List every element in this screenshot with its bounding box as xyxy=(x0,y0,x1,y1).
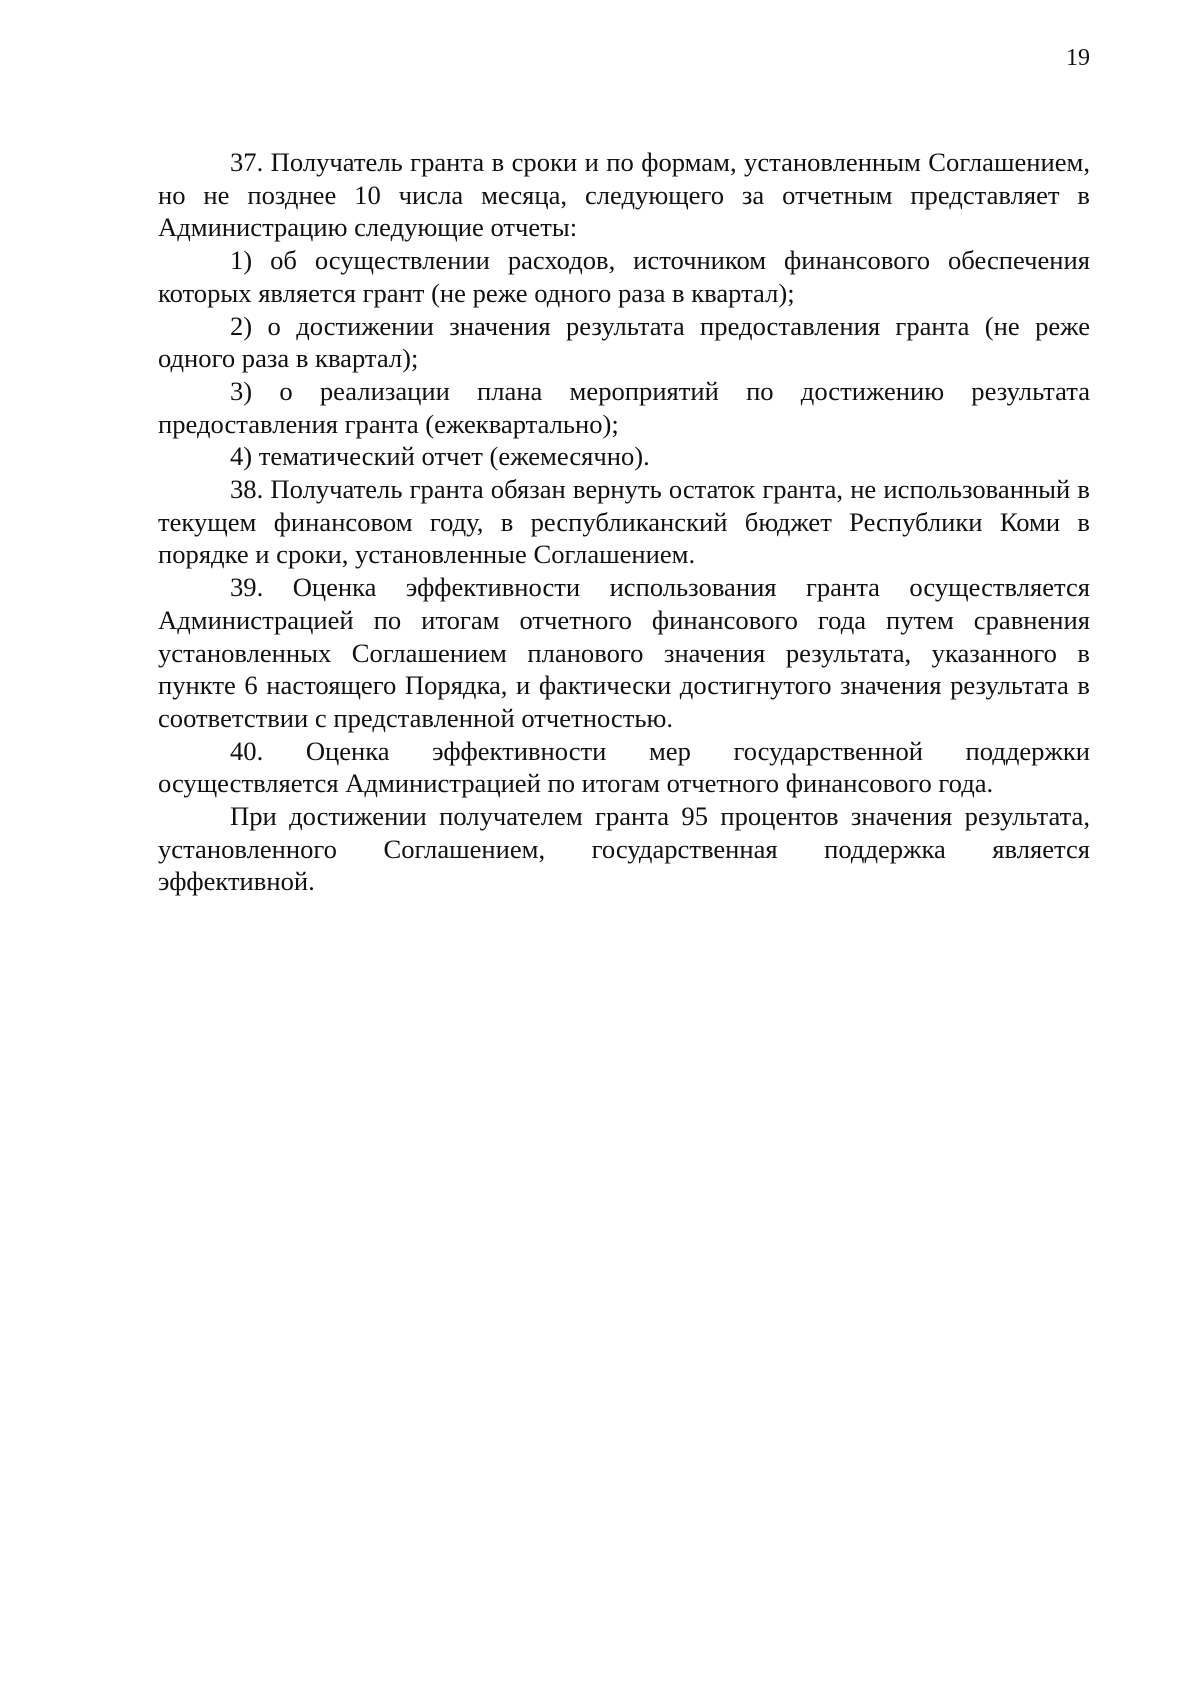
paragraph-39: 39. Оценка эффективности использования гранта осуществляется Администрацией по итогам отчетного финансового года путем сравнения установленных Соглашением планового значения результата, указанного в пункте 6 настоящего Порядка, и фактически достигнутого значения результата в соответствии с представленной отчетностью. xyxy=(158,572,1090,733)
list-item-1: 1) об осуществлении расходов, источником финансового обеспечения которых является грант (не реже одного раза в квартал); xyxy=(158,245,1090,308)
page-number: 19 xyxy=(1066,45,1090,71)
document-body xyxy=(158,146,1090,898)
list-item-4: 4) тематический отчет (ежемесячно). xyxy=(230,441,650,472)
paragraph-38: 38. Получатель гранта обязан вернуть остаток гранта, не использованный в текущем финансовом году, в республиканский бюджет Республики Коми в порядке и сроки, установленные Соглашением. xyxy=(158,474,1090,570)
list-item-3: 3) о реализации плана мероприятий по достижению результата предоставления гранта (ежеквартально); xyxy=(158,375,1090,439)
paragraph-40: 40. Оценка эффективности мер государственной поддержки осуществляется Администрацией по итогам отчетного финансового года. xyxy=(158,735,1090,799)
paragraph-40-continued: При достижении получателем гранта 95 процентов значения результата, установленного Соглашением, государственная поддержка является эффективной. xyxy=(158,801,1090,897)
paragraph-37: 37. Получатель гранта в сроки и по формам, установленным Соглашением, но не позднее 10 числа месяца, следующего за отчетным представляет в Администрацию следующие отчеты: xyxy=(158,147,1090,243)
list-item-2: 2) о достижении значения результата предоставления гранта (не реже одного раза в квартал); xyxy=(158,310,1090,374)
